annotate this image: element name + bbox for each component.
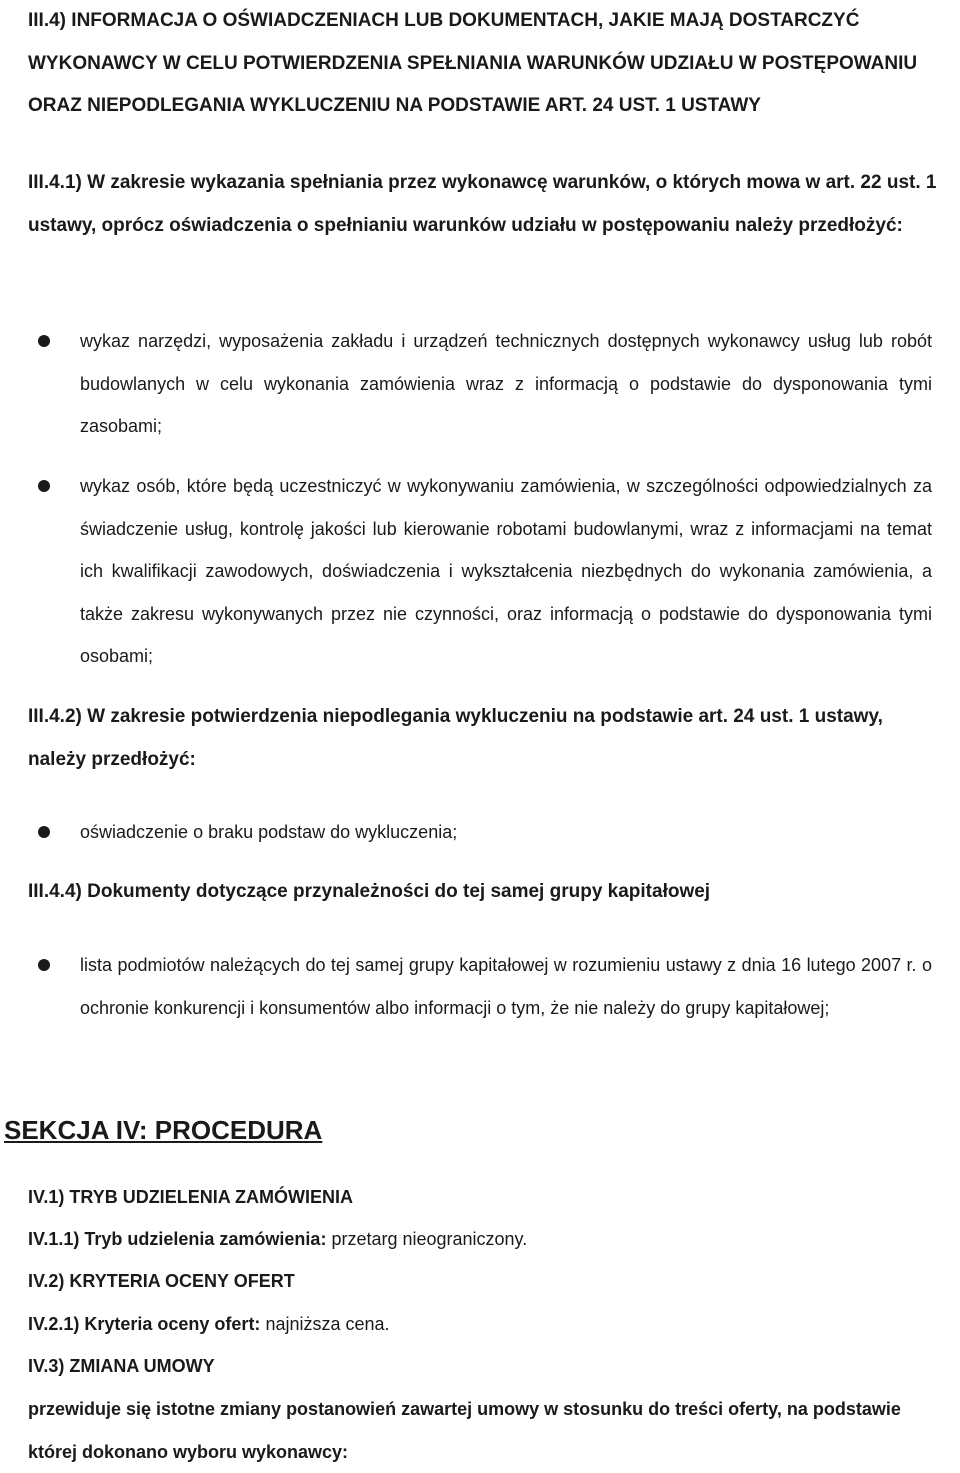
section-iii41-heading: III.4.1) W zakresie wykazania spełniania przez wykonawcę warunków, o których mowa w art. 22 ust. 1 ustawy, oprócz oświadczenia o spełnianiu warunków udziału w postępowaniu należy przedłożyć: (28, 172, 937, 236)
list-item: wykaz osób, które będą uczestniczyć w wykonywaniu zamówienia, w szczególności odpowiedzialnych za świadczenie usług, kontrolę jakości lub kierowanie robotami budowlanymi, wraz z informacjami na temat ich kwalifikacji zawodowych, doświadczenia i wykształcenia niezbędnych do wykonania zamówienia, a także zakresu wykonywanych przez nie czynności, oraz informacją o podstawie do dysponowania tymi osobami; (80, 476, 932, 667)
bullet-icon (38, 959, 50, 971)
list-item: lista podmiotów należących do tej samej grupy kapitałowej w rozumieniu ustawy z dnia 16 lutego 2007 r. o ochronie konkurencji i konsumentów albo informacji o tym, że nie należy do grupy kapitałowej; (80, 955, 932, 1018)
iv21-line (28, 1303, 390, 1345)
bullet-icon (38, 480, 50, 492)
list-item: oświadczenie o braku podstaw do wykluczenia; (80, 822, 458, 842)
section-iv-heading: SEKCJA IV: PROCEDURA (4, 1115, 323, 1145)
iv11-value: przetarg nieograniczony. (326, 1229, 528, 1249)
section-iii44-heading: III.4.4) Dokumenty dotyczące przynależności do tej samej grupy kapitałowej (28, 881, 711, 902)
iv3-heading: IV.3) ZMIANA UMOWY (28, 1356, 215, 1376)
section-iii42-heading: III.4.2) W zakresie potwierdzenia niepodlegania wykluczeniu na podstawie art. 24 ust. 1 ustawy, należy przedłożyć: (28, 706, 883, 770)
iv11-line (28, 1218, 527, 1260)
iv21-value: najniższa cena. (260, 1314, 390, 1334)
bullet-icon (38, 335, 50, 347)
iv2-heading: IV.2) KRYTERIA OCENY OFERT (28, 1271, 295, 1291)
iv1-heading: IV.1) TRYB UDZIELENIA ZAMÓWIENIA (28, 1187, 354, 1207)
iv21-label: IV.2.1) Kryteria oceny ofert: (28, 1314, 261, 1334)
iv11-label: IV.1.1) Tryb udzielenia zamówienia: (28, 1229, 327, 1249)
list-item: wykaz narzędzi, wyposażenia zakładu i urządzeń technicznych dostępnych wykonawcy usług lub robót budowlanych w celu wykonania zamówienia wraz z informacją o podstawie do dysponowania tymi zasobami; (80, 331, 932, 437)
bullet-icon (38, 826, 50, 838)
section-iii4-heading: III.4) INFORMACJA O OŚWIADCZENIACH LUB DOKUMENTACH, JAKIE MAJĄ DOSTARCZYĆ WYKONAWCY W CELU POTWIERDZENIA SPEŁNIANIA WARUNKÓW UDZIAŁU W POSTĘPOWANIU ORAZ NIEPODLEGANIA WYKLUCZENIU NA PODSTAWIE ART. 24 UST. 1 USTAWY (28, 10, 918, 117)
iv3-text: przewiduje się istotne zmiany postanowień zawartej umowy w stosunku do treści oferty, na podstawie której dokonano wyboru wykonawcy: (28, 1399, 901, 1462)
